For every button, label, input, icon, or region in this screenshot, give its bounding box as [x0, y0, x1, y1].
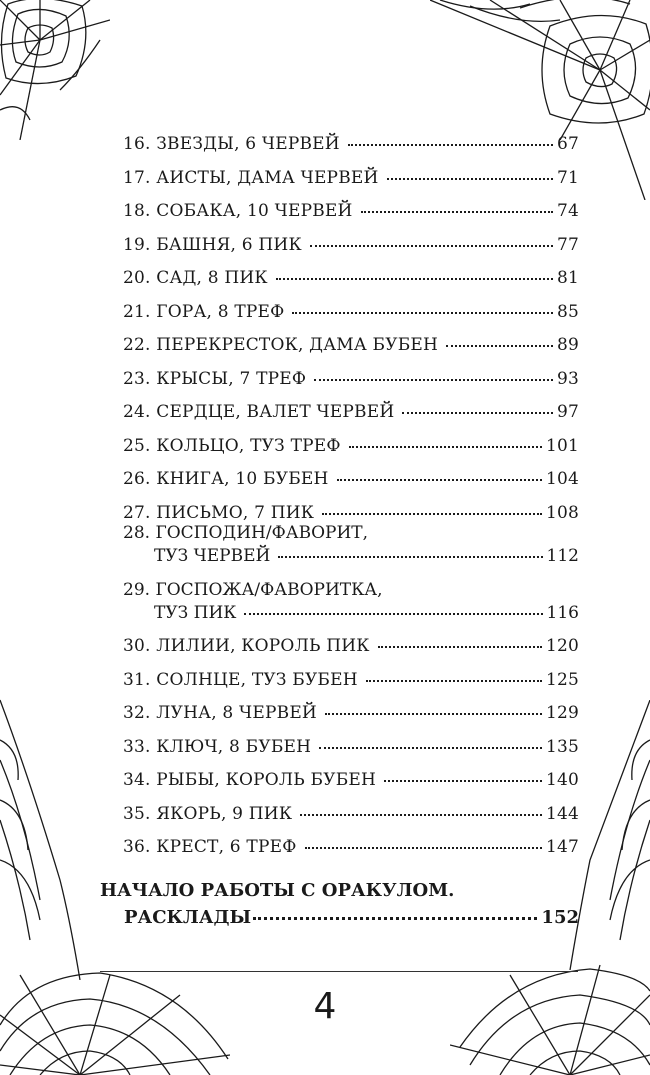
toc-entry-title: 18. СОБАКА, 10 ЧЕРВЕЙ — [123, 201, 353, 221]
dot-leader — [402, 412, 553, 414]
toc-entry-page: 71 — [556, 168, 579, 188]
toc-entry — [123, 402, 579, 422]
dot-leader — [361, 211, 553, 213]
dot-leader — [446, 345, 553, 347]
dot-leader — [387, 178, 553, 180]
toc-entry-page: 144 — [545, 804, 579, 824]
toc-entry-page: 147 — [545, 837, 579, 857]
toc-entry-title: 25. КОЛЬЦО, ТУЗ ТРЕФ — [123, 436, 341, 456]
footer-rule — [100, 971, 578, 972]
page-number: 4 — [313, 986, 337, 1027]
toc-entry — [123, 703, 579, 723]
toc-entry-page: 104 — [545, 469, 579, 489]
toc-entry-title: НАЧАЛО РАБОТЫ С ОРАКУЛОМ. — [100, 880, 455, 901]
toc-entry — [123, 302, 579, 322]
toc-entry-page: 85 — [556, 302, 579, 322]
toc-entry-title: 19. БАШНЯ, 6 ПИК — [123, 235, 302, 255]
toc-entry — [123, 670, 579, 690]
spider-web-icon — [0, 680, 100, 980]
dot-leader — [278, 556, 542, 558]
toc-entry-page: 120 — [545, 636, 579, 656]
toc-entry-title: 35. ЯКОРЬ, 9 ПИК — [123, 804, 293, 824]
toc-entry — [123, 837, 579, 857]
toc-entry-title: 23. КРЫСЫ, 7 ТРЕФ — [123, 369, 307, 389]
toc-entry-page: 112 — [546, 546, 579, 566]
toc-entry — [123, 335, 579, 355]
toc-entry — [123, 201, 579, 221]
dot-leader — [366, 680, 542, 682]
dot-leader — [305, 847, 542, 849]
toc-entry — [123, 235, 579, 255]
toc-entry-title: 31. СОЛНЦЕ, ТУЗ БУБЕН — [123, 670, 358, 690]
toc-entry-page: 93 — [556, 369, 579, 389]
toc-entry-page: 89 — [556, 335, 579, 355]
dot-leader — [319, 747, 542, 749]
toc-entry — [123, 436, 579, 456]
toc-entry-title: 28. ГОСПОДИН/ФАВОРИТ, — [123, 523, 369, 543]
toc-entry-title: 16. ЗВЕЗДЫ, 6 ЧЕРВЕЙ — [123, 134, 340, 154]
toc-entry-title: 27. ПИСЬМО, 7 ПИК — [123, 503, 315, 523]
toc-entry-page: 108 — [545, 503, 579, 523]
dot-leader — [384, 780, 542, 782]
toc-entry-title: 24. СЕРДЦЕ, ВАЛЕТ ЧЕРВЕЙ — [123, 402, 395, 422]
toc-entry-title: 32. ЛУНА, 8 ЧЕРВЕЙ — [123, 703, 317, 723]
toc-entry-page: 74 — [556, 201, 579, 221]
toc-entry-title: 29. ГОСПОЖА/ФАВОРИТКА, — [123, 580, 383, 600]
toc-entry — [123, 804, 579, 824]
toc-entry-page: 81 — [556, 268, 579, 288]
toc-entry-title: 33. КЛЮЧ, 8 БУБЕН — [123, 737, 312, 757]
toc-entry-title: 26. КНИГА, 10 БУБЕН — [123, 469, 329, 489]
toc-entry — [123, 636, 579, 656]
dot-leader — [244, 613, 542, 615]
toc-entry-page: 101 — [545, 436, 579, 456]
toc-entry — [123, 523, 579, 566]
toc-entry-title: 30. ЛИЛИИ, КОРОЛЬ ПИК — [123, 636, 370, 656]
toc-entry — [123, 503, 579, 523]
toc-entry-page: 116 — [546, 603, 579, 623]
toc-entry-page: 140 — [545, 770, 579, 790]
dot-leader — [378, 646, 542, 648]
toc-entry — [123, 268, 579, 288]
toc-entry — [123, 369, 579, 389]
toc-entry — [123, 737, 579, 757]
toc-entry-title: 20. САД, 8 ПИК — [123, 268, 268, 288]
toc-entry-page: 77 — [556, 235, 579, 255]
toc-entry — [123, 580, 579, 623]
dot-leader — [349, 446, 542, 448]
toc-entry-title: 36. КРЕСТ, 6 ТРЕФ — [123, 837, 297, 857]
toc-entry-page: 97 — [556, 402, 579, 422]
spider-web-icon — [0, 0, 110, 140]
toc-entry-page: 67 — [556, 134, 579, 154]
dot-leader — [276, 278, 553, 280]
toc-entry-title: 22. ПЕРЕКРЕСТОК, ДАМА БУБЕН — [123, 335, 439, 355]
dot-leader — [348, 144, 553, 146]
dot-leader — [337, 479, 542, 481]
toc-entry-title: 34. РЫБЫ, КОРОЛЬ БУБЕН — [123, 770, 377, 790]
toc-entry-page: 129 — [545, 703, 579, 723]
toc-entry-page: 135 — [545, 737, 579, 757]
toc-entry-page: 152 — [541, 907, 579, 928]
toc-entry — [123, 168, 579, 188]
dot-leader — [325, 713, 542, 715]
toc-entry-page: 125 — [545, 670, 579, 690]
toc-entry — [123, 134, 579, 154]
dot-leader — [253, 917, 537, 920]
dot-leader — [300, 814, 542, 816]
dot-leader — [292, 312, 552, 314]
toc-entry — [123, 770, 579, 790]
toc-entry-title: 17. АИСТЫ, ДАМА ЧЕРВЕЙ — [123, 168, 379, 188]
dot-leader — [314, 379, 553, 381]
dot-leader — [322, 513, 542, 515]
toc-entry — [123, 469, 579, 489]
toc-entry-title-continued: ТУЗ ПИК — [154, 603, 237, 623]
toc-section — [100, 880, 579, 928]
toc-entry-title-continued: ТУЗ ЧЕРВЕЙ — [154, 546, 271, 566]
toc-entry-title-continued: РАСКЛАДЫ — [124, 907, 252, 928]
dot-leader — [310, 245, 553, 247]
toc-entry-title: 21. ГОРА, 8 ТРЕФ — [123, 302, 285, 322]
